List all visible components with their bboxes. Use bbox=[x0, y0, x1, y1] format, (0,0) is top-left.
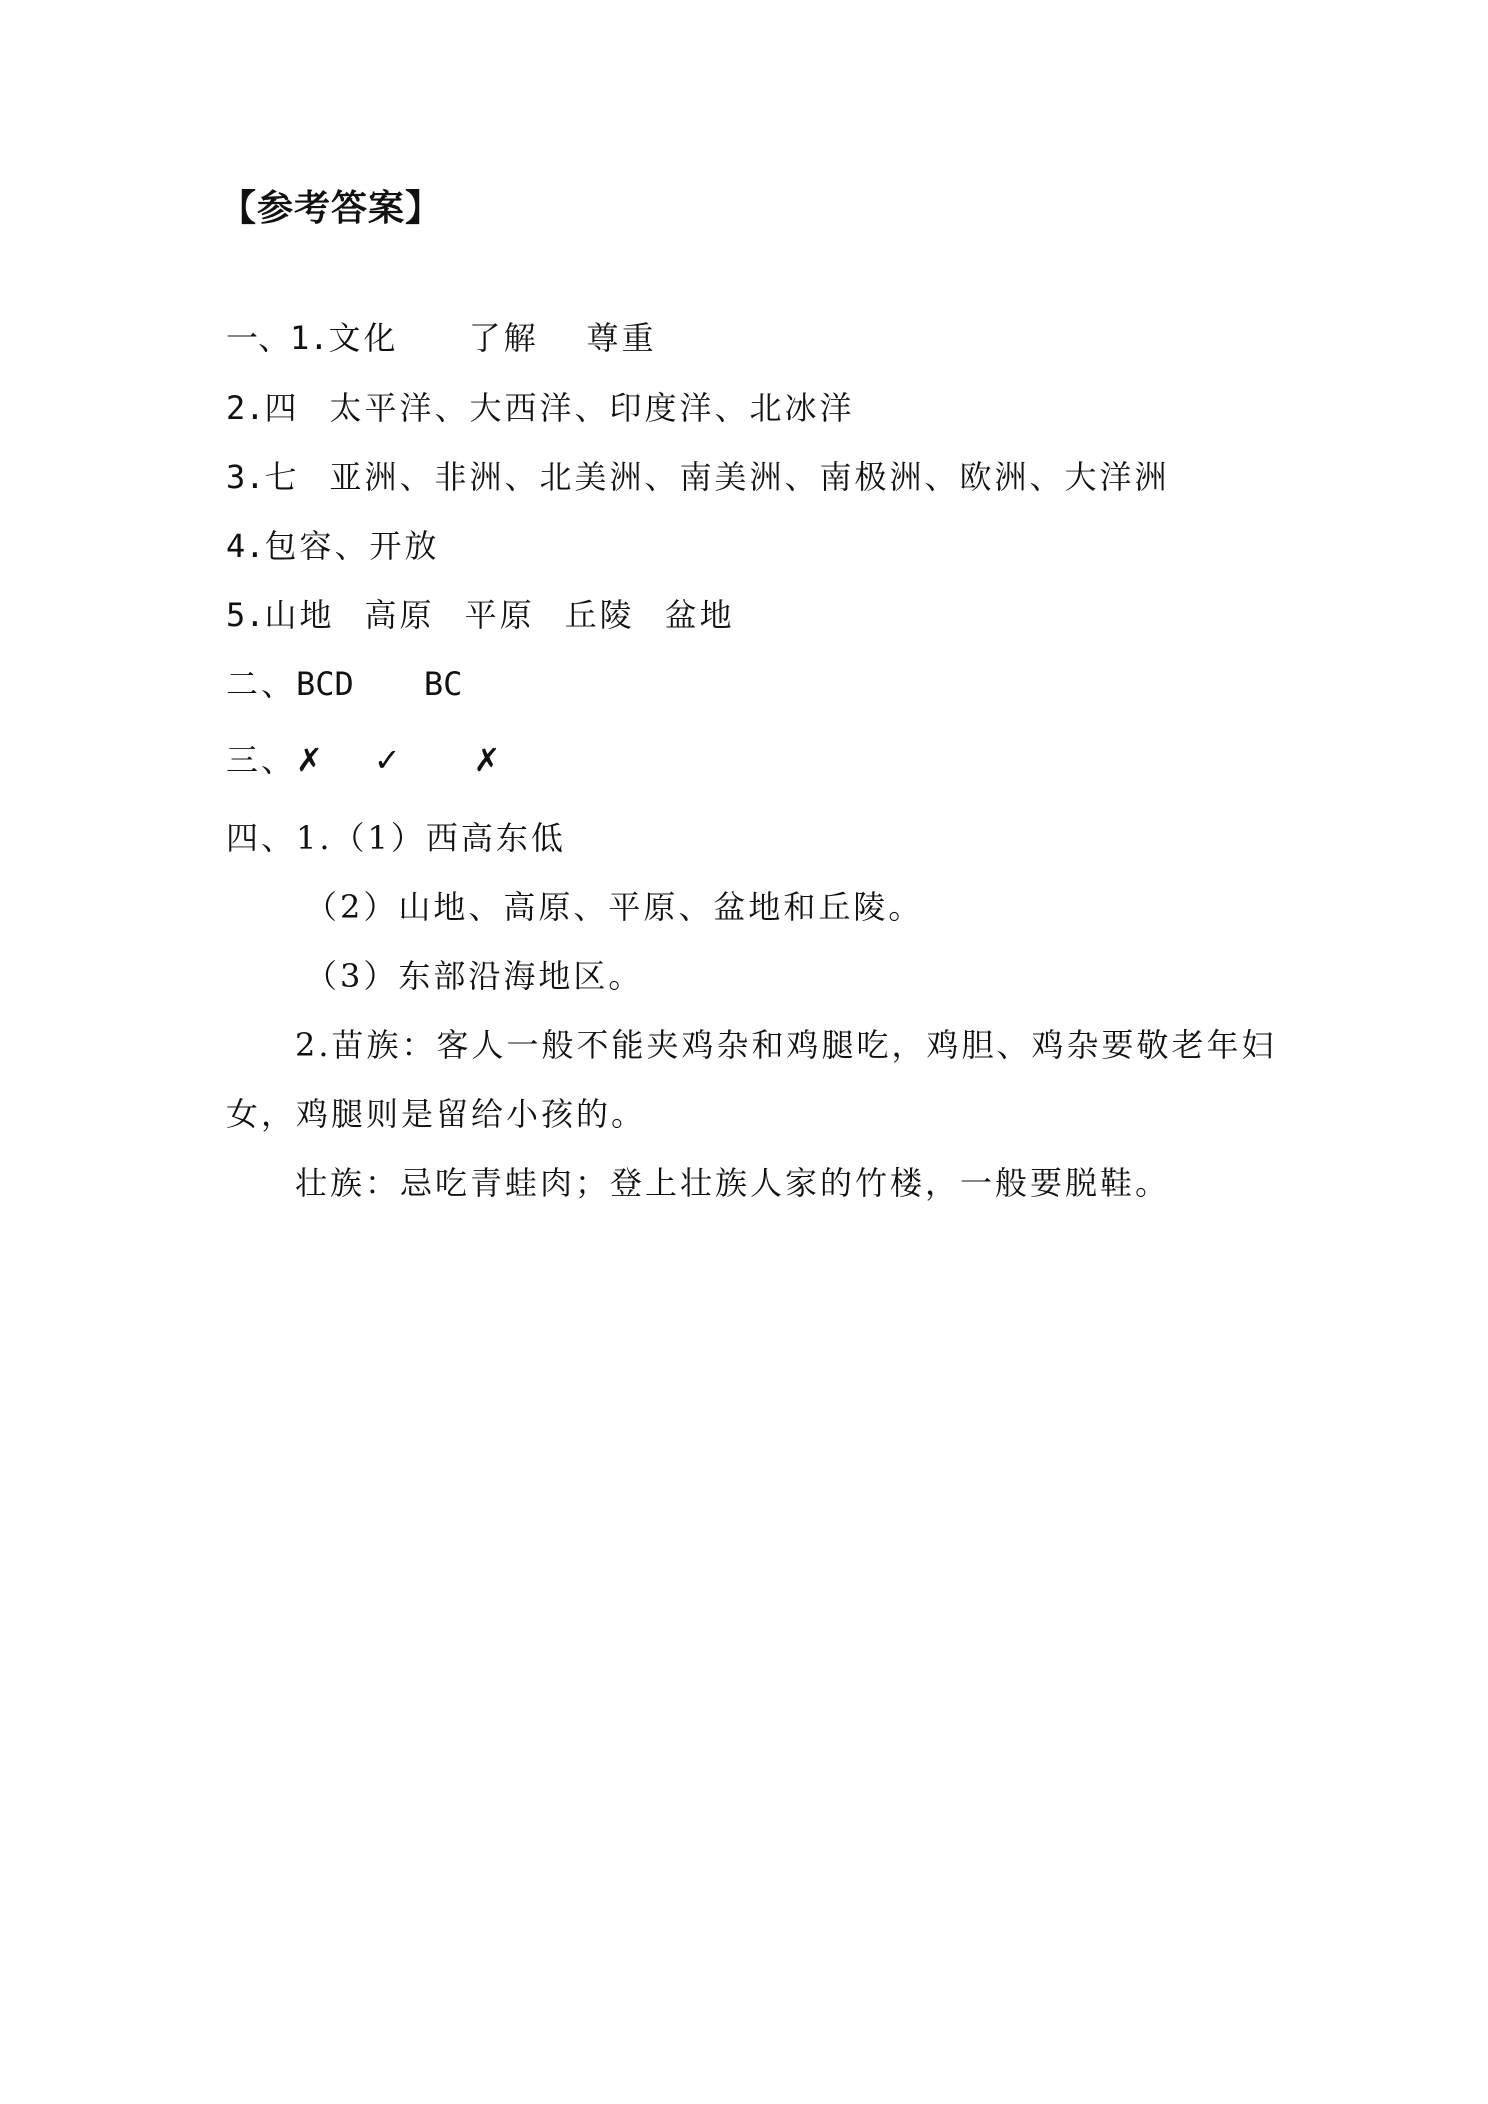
answer-1-1-a: 文化 bbox=[328, 319, 399, 357]
answer-1-3 bbox=[226, 457, 1170, 497]
answer-4-1 bbox=[226, 818, 566, 858]
answer-1-3-a: 七 bbox=[264, 458, 300, 496]
answer-4-1-p2: （2）山地、高原、平原、盆地和丘陵。 bbox=[305, 888, 924, 926]
answer-1-5-d: 丘陵 bbox=[564, 596, 635, 634]
answer-3 bbox=[226, 740, 503, 780]
answer-4-1-p2-line bbox=[305, 887, 923, 927]
answer-1-5-a: 山地 bbox=[264, 596, 335, 634]
cross-mark-icon-2: ✗ bbox=[473, 741, 504, 779]
answer-1-4 bbox=[226, 526, 440, 566]
answer-1-4-prefix: 4. bbox=[226, 527, 265, 565]
answer-1-5-prefix: 5. bbox=[226, 596, 265, 634]
answer-4-2-text2: 女，鸡腿则是留给小孩的。 bbox=[226, 1095, 647, 1133]
answer-1-5-b: 高原 bbox=[364, 596, 435, 634]
answer-4-2-line3 bbox=[295, 1163, 1170, 1203]
answer-4-1-p3-line bbox=[305, 956, 643, 996]
answer-2-b: BC bbox=[423, 665, 463, 703]
cross-mark-icon: ✗ bbox=[296, 741, 326, 779]
answer-1-5-c: 平原 bbox=[464, 596, 535, 634]
check-mark-icon: ✓ bbox=[373, 741, 404, 779]
answer-4-2-text1: 2.苗族：客人一般不能夹鸡杂和鸡腿吃，鸡胆、鸡杂要敬老年妇 bbox=[295, 1026, 1277, 1064]
answer-3-prefix: 三、 bbox=[226, 741, 297, 779]
answer-1-5 bbox=[226, 595, 735, 635]
answer-1-1-b: 了解 bbox=[468, 319, 539, 357]
answer-4-2-text3: 壮族：忌吃青蛙肉；登上壮族人家的竹楼，一般要脱鞋。 bbox=[295, 1164, 1171, 1202]
answer-4-1-p3: （3）东部沿海地区。 bbox=[305, 957, 644, 995]
answer-2-a: BCD bbox=[296, 665, 354, 703]
answer-4-2-line2 bbox=[226, 1094, 646, 1134]
answer-2-prefix: 二、 bbox=[226, 665, 297, 703]
answer-1-2-b: 太平洋、大西洋、印度洋、北冰洋 bbox=[329, 389, 855, 427]
page-title: 【参考答案】 bbox=[220, 187, 443, 229]
answer-1-2-a: 四 bbox=[264, 389, 300, 427]
answer-1-3-b: 亚洲、非洲、北美洲、南美洲、南极洲、欧洲、大洋洲 bbox=[329, 458, 1170, 496]
answer-1-2-prefix: 2. bbox=[226, 389, 265, 427]
answer-4-2-line1 bbox=[295, 1025, 1277, 1065]
answer-1-1-prefix: 一、1. bbox=[226, 319, 329, 357]
answer-4-prefix: 四、1. bbox=[226, 819, 333, 857]
answer-1-1 bbox=[226, 318, 657, 358]
answer-1-1-c: 尊重 bbox=[586, 319, 657, 357]
answer-1-2 bbox=[226, 388, 855, 428]
answer-1-4-a: 包容、开放 bbox=[264, 527, 440, 565]
answer-4-1-p1: （1）西高东低 bbox=[332, 819, 566, 857]
answer-1-5-e: 盆地 bbox=[664, 596, 735, 634]
answer-1-3-prefix: 3. bbox=[226, 458, 265, 496]
answer-2 bbox=[226, 664, 462, 704]
